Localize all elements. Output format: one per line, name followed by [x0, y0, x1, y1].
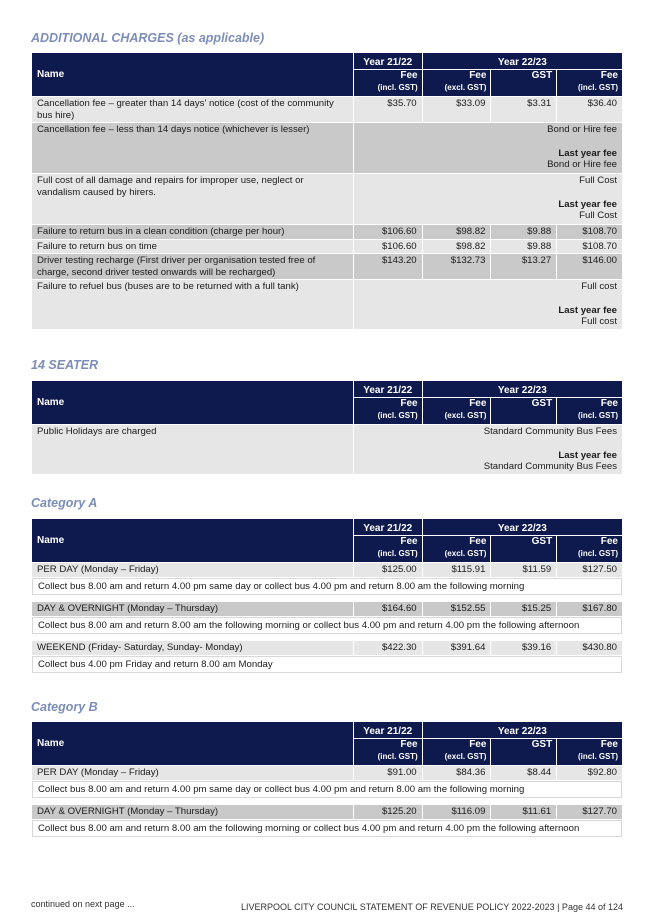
row-fee-incl: $108.70 [557, 225, 622, 239]
row-gst: $11.59 [491, 563, 556, 577]
row-fee-incl: $36.40 [557, 97, 622, 122]
header-year1: Year 21/22 [354, 381, 422, 397]
row-note: Collect bus 4.00 pm Friday and return 8.00 am Monday [32, 656, 622, 674]
row-fee-incl: $127.50 [557, 563, 622, 577]
header-fee-excl: Fee (excl. GST) [423, 70, 491, 96]
header-fee-incl: Fee (incl. GST) [354, 398, 422, 424]
header-year2: Year 22/23 [423, 381, 622, 397]
row-fee-incl: $146.00 [557, 254, 622, 279]
table-row [32, 766, 622, 780]
header-fee-incl-new: Fee (incl. GST) [557, 70, 622, 96]
header-fee-excl: Fee (excl. GST) [423, 398, 491, 424]
header-fee-excl: Fee (excl. GST) [423, 536, 491, 562]
row-fee-excl: $98.82 [423, 225, 491, 239]
table-note-row [32, 656, 622, 674]
header-fee-incl-new: Fee (incl. GST) [557, 536, 622, 562]
table-row [32, 97, 622, 122]
row-year1-fee: $125.00 [354, 563, 422, 577]
row-fee-excl: $152.55 [423, 602, 491, 616]
header-year2: Year 22/23 [423, 722, 622, 738]
row-year1-fee: $106.60 [354, 240, 422, 254]
additional-charges-table [31, 52, 623, 330]
row-year1-fee: $143.20 [354, 254, 422, 279]
row-year1-fee: $91.00 [354, 766, 422, 780]
row-year1-fee: $164.60 [354, 602, 422, 616]
row-merged-fee: Bond or Hire fee Last year fee Bond or Hire fee [354, 123, 622, 173]
header-year2: Year 22/23 [423, 53, 622, 69]
continued-note: continued on next page ... [31, 899, 135, 909]
category-a-table [31, 518, 623, 674]
header-name: Name [32, 722, 353, 765]
row-note: Collect bus 8.00 am and return 4.00 pm same day or collect bus 4.00 pm and return 8.00 am the following morning [32, 781, 622, 799]
header-gst: GST [491, 70, 556, 96]
table-note-row [32, 578, 622, 596]
header-gst: GST [491, 739, 556, 765]
header-gst: GST [491, 398, 556, 424]
row-name: Driver testing recharge (First driver per organisation tested free of charge, second driver tested onwards will be recharged) [32, 254, 353, 279]
page-footer: LIVERPOOL CITY COUNCIL STATEMENT OF REVENUE POLICY 2022-2023 | Page 44 of 124 [241, 902, 623, 912]
row-gst: $9.88 [491, 240, 556, 254]
row-fee-excl: $132.73 [423, 254, 491, 279]
row-year1-fee: $125.20 [354, 805, 422, 819]
row-fee-incl: $127.70 [557, 805, 622, 819]
row-name: WEEKEND (Friday- Saturday, Sunday- Monday) [32, 641, 353, 655]
row-name: Cancellation fee – greater than 14 days' notice (cost of the community bus hire) [32, 97, 353, 122]
table-row [32, 641, 622, 655]
table-row [32, 123, 622, 173]
row-gst: $9.88 [491, 225, 556, 239]
row-gst: $15.25 [491, 602, 556, 616]
row-fee-incl: $167.80 [557, 602, 622, 616]
row-year1-fee: $422.30 [354, 641, 422, 655]
table-row [32, 425, 622, 474]
header-fee-excl: Fee (excl. GST) [423, 739, 491, 765]
row-year1-fee: $106.60 [354, 225, 422, 239]
row-name: Cancellation fee – less than 14 days notice (whichever is lesser) [32, 123, 353, 173]
table-note-row [32, 617, 622, 635]
row-gst: $11.61 [491, 805, 556, 819]
row-note: Collect bus 8.00 am and return 8.00 am the following morning or collect bus 4.00 pm and return 4.00 pm the following afternoon [32, 820, 622, 838]
table-row [32, 254, 622, 279]
table-note-row [32, 820, 622, 838]
header-gst: GST [491, 536, 556, 562]
row-name: Public Holidays are charged [32, 425, 353, 474]
row-fee-excl: $33.09 [423, 97, 491, 122]
row-fee-excl: $98.82 [423, 240, 491, 254]
category-b-table [31, 721, 623, 838]
row-fee-excl: $116.09 [423, 805, 491, 819]
row-gst: $3.31 [491, 97, 556, 122]
row-name: DAY & OVERNIGHT (Monday – Thursday) [32, 602, 353, 616]
row-gst: $39.16 [491, 641, 556, 655]
section-title-category-b: Category B [31, 700, 98, 714]
row-merged-fee: Full Cost Last year fee Full Cost [354, 174, 622, 224]
row-gst: $8.44 [491, 766, 556, 780]
row-name: Failure to refuel bus (buses are to be returned with a full tank) [32, 280, 353, 329]
row-note: Collect bus 8.00 am and return 4.00 pm same day or collect bus 4.00 pm and return 8.00 am the following morning [32, 578, 622, 596]
header-name: Name [32, 53, 353, 96]
header-fee-incl: Fee (incl. GST) [354, 70, 422, 96]
header-fee-incl: Fee (incl. GST) [354, 739, 422, 765]
row-fee-incl: $108.70 [557, 240, 622, 254]
table-row [32, 240, 622, 254]
section-title-additional-charges: ADDITIONAL CHARGES (as applicable) [31, 31, 265, 45]
header-fee-incl-new: Fee (incl. GST) [557, 398, 622, 424]
row-name: Full cost of all damage and repairs for improper use, neglect or vandalism caused by hirers. [32, 174, 353, 224]
row-note: Collect bus 8.00 am and return 8.00 am the following morning or collect bus 4.00 pm and return 4.00 pm the following afternoon [32, 617, 622, 635]
table-row [32, 805, 622, 819]
header-name: Name [32, 519, 353, 562]
row-merged-fee: Standard Community Bus Fees Last year fee Standard Community Bus Fees [354, 425, 622, 474]
row-name: Failure to return bus in a clean condition (charge per hour) [32, 225, 353, 239]
row-fee-incl: $430.80 [557, 641, 622, 655]
row-fee-excl: $115.91 [423, 563, 491, 577]
row-name: Failure to return bus on time [32, 240, 353, 254]
table-row [32, 174, 622, 224]
section-title-14-seater: 14 SEATER [31, 358, 99, 372]
header-name: Name [32, 381, 353, 424]
row-fee-excl: $391.64 [423, 641, 491, 655]
header-year1: Year 21/22 [354, 722, 422, 738]
table-note-row [32, 781, 622, 799]
row-gst: $13.27 [491, 254, 556, 279]
header-year1: Year 21/22 [354, 53, 422, 69]
table-row [32, 225, 622, 239]
table-row [32, 602, 622, 616]
row-name: PER DAY (Monday – Friday) [32, 766, 353, 780]
14-seater-table [31, 380, 623, 475]
header-fee-incl: Fee (incl. GST) [354, 536, 422, 562]
header-year1: Year 21/22 [354, 519, 422, 535]
row-fee-excl: $84.36 [423, 766, 491, 780]
header-year2: Year 22/23 [423, 519, 622, 535]
row-year1-fee: $35.70 [354, 97, 422, 122]
row-name: PER DAY (Monday – Friday) [32, 563, 353, 577]
row-name: DAY & OVERNIGHT (Monday – Thursday) [32, 805, 353, 819]
section-title-category-a: Category A [31, 496, 98, 510]
row-merged-fee: Full cost Last year fee Full cost [354, 280, 622, 329]
header-fee-incl-new: Fee (incl. GST) [557, 739, 622, 765]
table-row [32, 280, 622, 329]
row-fee-incl: $92.80 [557, 766, 622, 780]
table-row [32, 563, 622, 577]
